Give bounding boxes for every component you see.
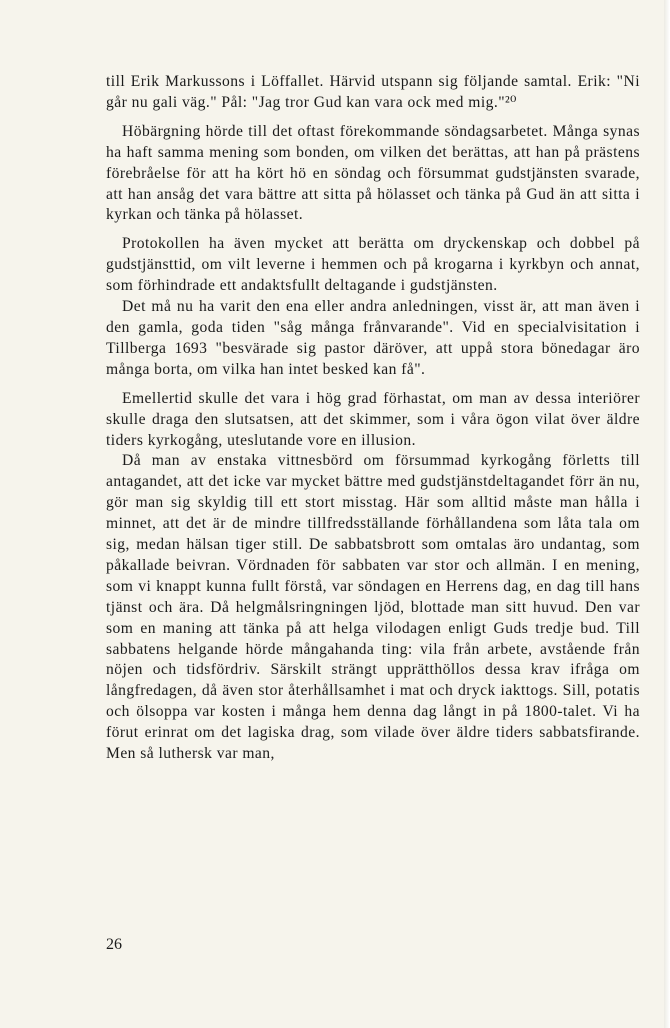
paragraph-3: Protokollen ha även mycket att berätta om dryckenskap och dobbel på gudstjänsttid, om vilt leverne i hemmen och på krogarna i kyrkbyn och annat, som förhindrade ett andaktsfullt deltagande i gudstjänsten. [106,235,640,295]
paragraph-1: till Erik Markussons i Löffallet. Härvid utspann sig följande samtal. Erik: "Ni går nu gali väg." Pål: "Jag tror Gud kan vara ock med mig."²⁰ [106,73,640,111]
paragraph-4: Det må nu ha varit den ena eller andra anledningen, visst är, att man även i den gamla, goda tiden "såg många frånvarande". Vid en specialvisitation i Tillberga 1693 "besvärade sig pastor däröver, att uppå stora bönedagar äro många borta, om vilka han intet besked kan få". [106,298,640,378]
page-number: 26 [106,936,122,953]
page-edge [664,0,670,1028]
paragraph-5: Emellertid skulle det vara i hög grad förhastat, om man av dessa interiörer skulle draga den slutsatsen, att det skimmer, som i våra ögon vilat över äldre tiders kyrkogång, uteslutande vore en illusion. [106,389,640,449]
paragraph-6: Då man av enstaka vittnesbörd om försummad kyrkogång förletts till antagandet, att det icke var mycket bättre med gudstjänstdeltagandet förr än nu, gör man sig skyldig till ett stort misstag. Här som alltid måste man hålla i minnet, att det är de mindre tillfredsställande förhållandena som låta tala om sig, medan hälsan tiger still. De sabbatsbrott som omtalas äro undantag, som påkallade beivran. Vördnaden för sabbaten var stor och allmän. I en mening, som vi knappt kunna fullt förstå, var söndagen en Herrens dag, en dag till hans tjänst och ära. Då helgmålsringningen ljöd, blottade man sitt huvud. Den var som en maning att tänka på att helga vilodagen enligt Guds tredje bud. Till sabbatens helgande hörde mångahanda ting: vila från arbete, avstående från nöjen och tidsfördriv. Särskilt strängt upprätthöllos dessa krav ifråga om långfredagen, då även stor återhållsamhet i mat och dryck iakttogs. Sill, potatis och ölsoppa var kosten i många hem denna dag långt in på 1800-talet. Vi ha förut erinrat om det lagiska drag, som vilade över äldre tiders sabbatsfirande. Men så luthersk var man, [106,452,640,763]
paragraph-2: Höbärgning hörde till det oftast förekommande söndagsarbetet. Många synas ha haft samma mening som bonden, om vilken det berättas, att han på prästens förebråelse för att ha kört hö en söndag och försummat gudstjänsten svarade, att han ansåg det vara bättre att sitta på hölasset och tänka på Gud än att sitta i kyrkan och tänka på hölasset. [106,122,640,224]
body-text [106,72,640,765]
